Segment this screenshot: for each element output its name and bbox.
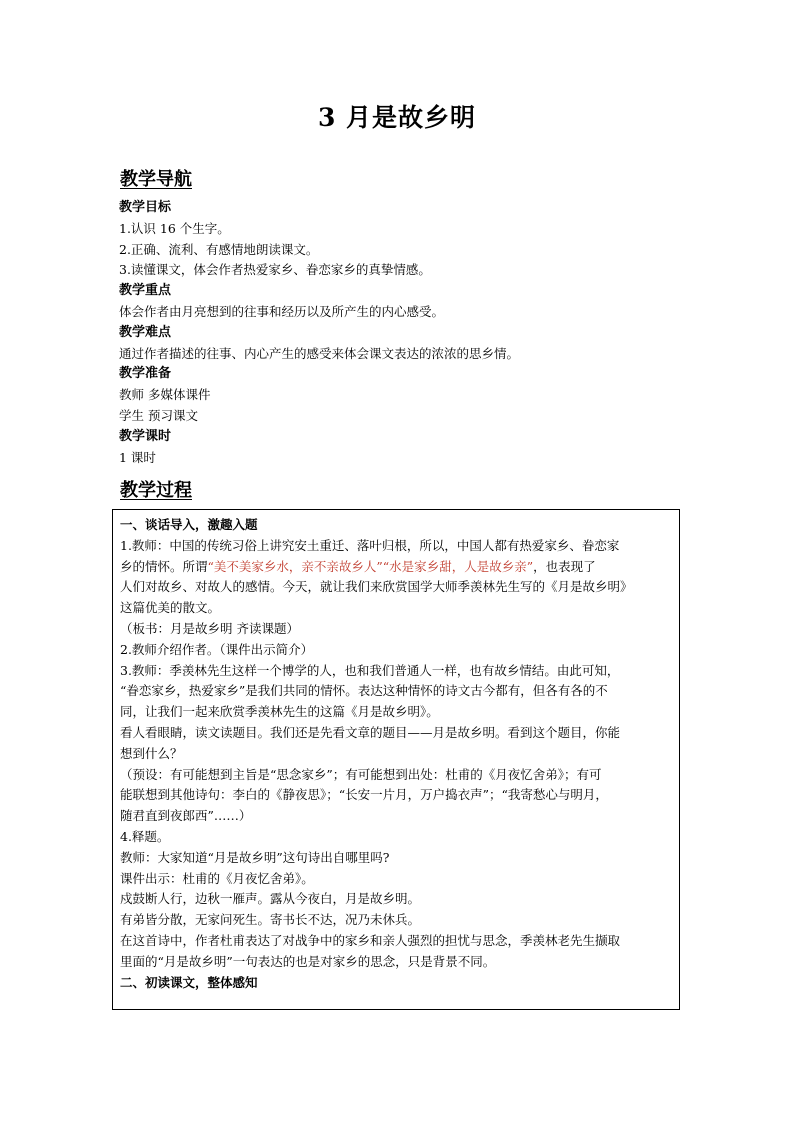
section-title: 一、谈话导入，激趣入题 (120, 517, 258, 532)
section-title: 二、初读课文，整体感知 (120, 974, 258, 990)
goal-item: 2.正确、流利、有感情地朗读课文。 (119, 241, 319, 257)
paragraph-line: 同，让我们一起来欣赏季羡林先生的这篇《月是故乡明》。 (120, 704, 439, 720)
teaching-process-heading: 教学过程 (120, 480, 192, 501)
paragraph-line (120, 557, 676, 578)
paragraph-line: 在这首诗中，作者杜甫表达了对战争中的家乡和亲人强烈的担忧与思念，季羡林老先生撷取 (120, 932, 621, 948)
teaching-navigation (119, 198, 689, 468)
paragraph-line: 看人看眼睛，读文读题目。我们还是先看文章的题目——月是故乡明。看到这个题目，你能 (120, 724, 621, 740)
class-hours-text: 1 课时 (119, 449, 156, 465)
goals-label: 教学目标 (119, 200, 172, 215)
preset-line: （预设：有可能想到主旨是“思念家乡”；有可能想到出处：杜甫的《月夜忆舍弟》；有可 (120, 766, 602, 782)
paragraph-line: 这篇优美的散文。 (120, 600, 221, 616)
poem-line: 有弟皆分散，无家问死生。寄书长不达，况乃未休兵。 (120, 912, 421, 928)
difficult-points-text: 通过作者描述的往事、内心产生的感受来体会课文表达的浓浓的思乡情。 (119, 345, 520, 361)
preset-line: 随君直到夜郎西”……） (120, 808, 252, 824)
quoted-proverbs: “美不美家乡水，亲不亲故乡人”“水是家乡甜，人是故乡亲” (207, 558, 534, 574)
preparation-teacher: 教师 多媒体课件 (119, 387, 211, 403)
paragraph-line: 人们对故乡、对故人的感情。今天，就让我们来欣赏国学大师季羡林先生写的《月是故乡明》 (120, 579, 633, 595)
paragraph-text: ，也表现了 (533, 558, 596, 574)
teaching-navigation-heading: 教学导航 (120, 169, 192, 190)
goal-item: 1.认识 16 个生字。 (119, 220, 230, 236)
paragraph-line: 教师：大家知道“月是故乡明”这句诗出自哪里吗? (120, 849, 390, 865)
teaching-process-box (112, 509, 680, 1010)
paragraph-line: 里面的“月是故乡明”一句表达的也是对家乡的思念，只是背景不同。 (120, 953, 496, 969)
difficult-points-label: 教学难点 (119, 324, 172, 340)
paragraph-line: 2.教师介绍作者。（课件出示简介） (120, 641, 314, 657)
blackboard-note: （板书：月是故乡明 齐读课题） (120, 620, 299, 636)
key-points-label: 教学重点 (119, 283, 172, 299)
preparation-label: 教学准备 (119, 366, 172, 382)
key-points-text: 体会作者由月亮想到的往事和经历以及所产生的内心感受。 (119, 303, 445, 319)
paragraph-line: 课件出示：杜甫的《月夜忆舍弟》。 (120, 870, 314, 886)
teaching-process-content (120, 515, 676, 993)
paragraph-line: “眷恋家乡，热爱家乡”是我们共同的情怀。表达这种情怀的诗文古今都有，但各有各的不 (120, 683, 608, 699)
paragraph-line: 3.教师：季羡林先生这样一个博学的人，也和我们普通人一样，也有故乡情结。由此可知， (120, 662, 620, 678)
paragraph-line: 1.教师：中国的传统习俗上讲究安土重迁、落叶归根，所以，中国人都有热爱家乡、眷恋家 (120, 537, 620, 553)
paragraph-line: 4.释题。 (120, 828, 170, 844)
document-title: 3 月是故乡明 (317, 103, 477, 132)
poem-line: 戍鼓断人行，边秋一雁声。露从今夜白，月是故乡明。 (120, 891, 421, 907)
paragraph-text: 乡的情怀。所谓 (120, 558, 208, 574)
preparation-student: 学生 预习课文 (119, 407, 198, 423)
paragraph-line: 想到什么？ (120, 745, 183, 761)
goal-item: 3.读懂课文，体会作者热爱家乡、眷恋家乡的真挚情感。 (119, 262, 431, 278)
class-hours-label: 教学课时 (119, 428, 172, 444)
preset-line: 能联想到其他诗句：李白的《静夜思》；“长安一片月，万户捣衣声”；“我寄愁心与明月， (120, 787, 608, 803)
